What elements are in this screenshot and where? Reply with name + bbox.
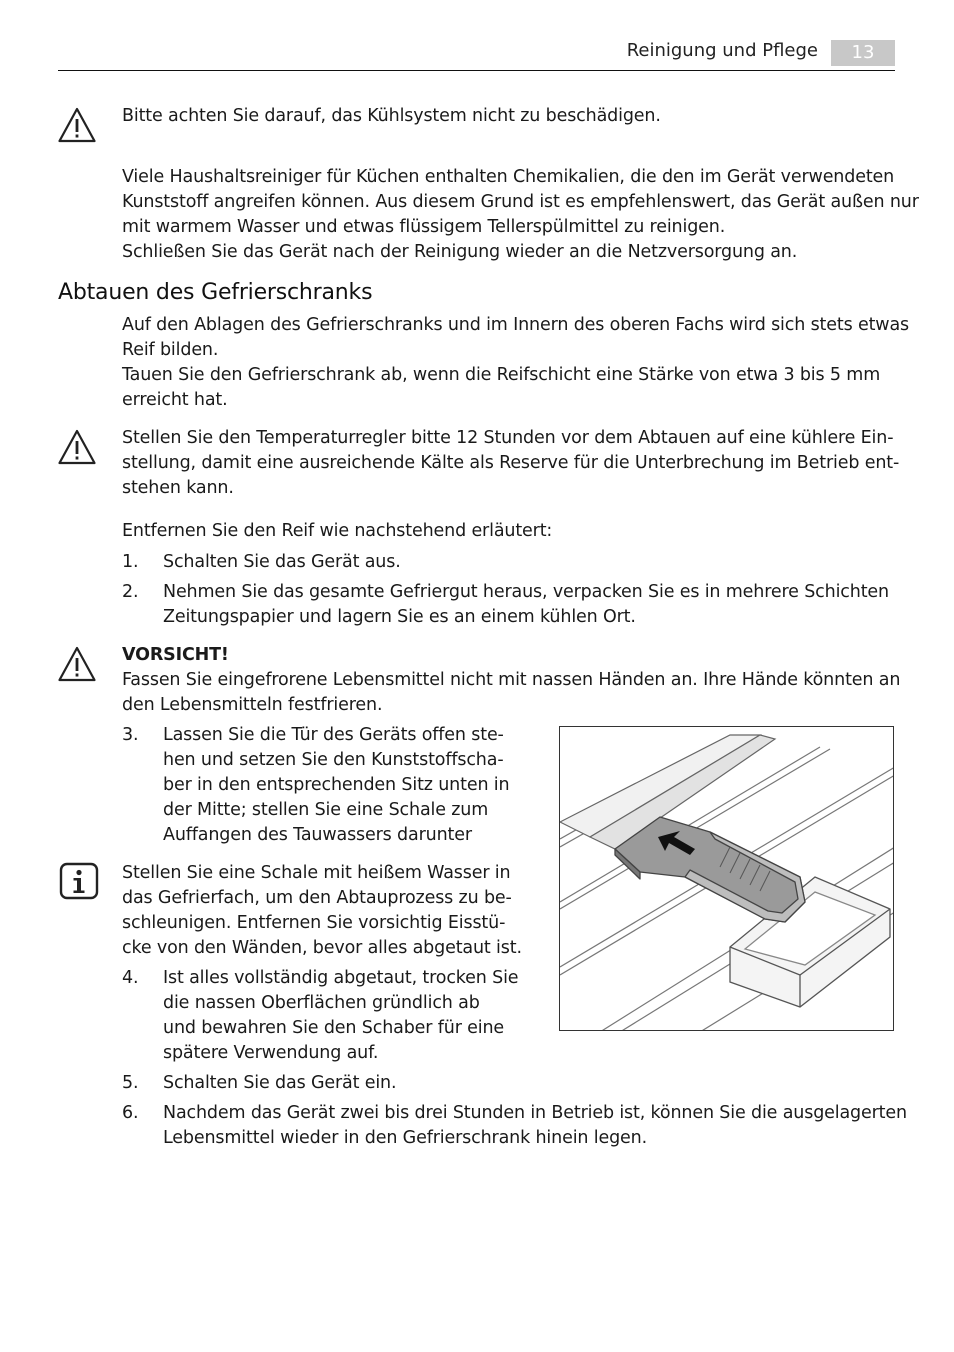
paragraph-line: Schließen Sie das Gerät nach der Reinigung wieder an die Netzversorgung an. [122, 242, 798, 262]
step-line: Schalten Sie das Gerät aus. [163, 552, 401, 572]
paragraph-line: das Gefrierfach, um den Abtauprozess zu be- [122, 888, 512, 908]
page-number: 13 [831, 40, 895, 66]
paragraph-line: stehen kann. [122, 478, 234, 498]
info-text [122, 861, 522, 961]
step-line: der Mitte; stellen Sie eine Schale zum [163, 800, 489, 820]
step-line: hen und setzen Sie den Kunststoffscha- [163, 750, 504, 770]
step-number: 6. [122, 1103, 139, 1123]
step-text [163, 1101, 907, 1151]
paragraph-line: schleunigen. Entfernen Sie vorsichtig Eisstü- [122, 913, 506, 933]
step-text [163, 580, 889, 630]
paragraph-line: Stellen Sie eine Schale mit heißem Wasser in [122, 863, 511, 883]
step-number: 1. [122, 552, 139, 572]
step-line: Ist alles vollständig abgetaut, trocken Sie [163, 968, 519, 988]
step-line: ber in den entsprechenden Sitz unten in [163, 775, 510, 795]
section-heading: Abtauen des Gefrierschranks [58, 280, 373, 305]
paragraph-line: cke von den Wänden, bevor alles abgetaut ist. [122, 938, 522, 958]
paragraph-line: Stellen Sie den Temperaturregler bitte 12 Stunden vor dem Abtauen auf eine kühlere Ein- [122, 428, 894, 448]
warning-triangle-icon [57, 428, 97, 468]
section-intro [122, 313, 909, 413]
paragraph-line: Fassen Sie eingefrorene Lebensmittel nicht mit nassen Händen an. Ihre Hände könnten an [122, 670, 901, 690]
warning-text: Bitte achten Sie darauf, das Kühlsystem nicht zu beschädigen. [122, 106, 661, 126]
step-line: Schalten Sie das Gerät ein. [163, 1073, 397, 1093]
step-number: 2. [122, 582, 139, 602]
info-icon [59, 862, 99, 902]
step-line: und bewahren Sie den Schaber für eine [163, 1018, 505, 1038]
step-line: Lebensmittel wieder in den Gefrierschrank hinein legen. [163, 1128, 648, 1148]
step-text [163, 723, 509, 848]
caution-title: VORSICHT! [122, 645, 229, 665]
step-line: Nachdem das Gerät zwei bis drei Stunden in Betrieb ist, können Sie die ausgelagerten [163, 1103, 907, 1123]
step-number: 5. [122, 1073, 139, 1093]
paragraph-line: Reif bilden. [122, 340, 219, 360]
paragraph-line: stellung, damit eine ausreichende Kälte als Reserve für die Unterbrechung im Betrieb ent- [122, 453, 900, 473]
step-line: Nehmen Sie das gesamte Gefriergut heraus, verpacken Sie es in mehrere Schichten [163, 582, 889, 602]
warning-triangle-icon [57, 106, 97, 146]
paragraph-line: Tauen Sie den Gefrierschrank ab, wenn die Reifschicht eine Stärke von etwa 3 bis 5 mm [122, 365, 881, 385]
steps-intro: Entfernen Sie den Reif wie nachstehend erläutert: [122, 521, 553, 541]
step-line: spätere Verwendung auf. [163, 1043, 379, 1063]
step-line: die nassen Oberflächen gründlich ab [163, 993, 480, 1013]
cleaning-paragraph [122, 165, 919, 265]
step-line: Zeitungspapier und lagern Sie es an einem kühlen Ort. [163, 607, 636, 627]
paragraph-line: erreicht hat. [122, 390, 228, 410]
scraper-and-tray-illustration [560, 727, 894, 1031]
paragraph-line: Auf den Ablagen des Gefrierschranks und im Innern des oberen Fachs wird sich stets etwas [122, 315, 910, 335]
paragraph-line: Viele Haushaltsreiniger für Küchen enthalten Chemikalien, die den im Gerät verwendeten [122, 167, 895, 187]
step-line: Lassen Sie die Tür des Geräts offen ste- [163, 725, 504, 745]
header-divider [58, 70, 895, 71]
warning-triangle-icon [57, 645, 97, 685]
caution-block [122, 643, 900, 718]
step-line: Auffangen des Tauwassers darunter [163, 825, 472, 845]
step-text [163, 966, 518, 1066]
scraper-illustration [559, 726, 894, 1031]
header-section-title: Reinigung und Pflege [626, 40, 818, 61]
step-text [163, 1071, 396, 1096]
warning-text [122, 426, 899, 501]
paragraph-line: Kunststoff angreifen können. Aus diesem Grund ist es empfehlenswert, das Gerät außen nur [122, 192, 919, 212]
paragraph-line: mit warmem Wasser und etwas flüssigem Tellerspülmittel zu reinigen. [122, 217, 726, 237]
step-number: 3. [122, 725, 139, 745]
step-number: 4. [122, 968, 139, 988]
paragraph-line: den Lebensmitteln festfrieren. [122, 695, 383, 715]
step-text [163, 550, 401, 575]
